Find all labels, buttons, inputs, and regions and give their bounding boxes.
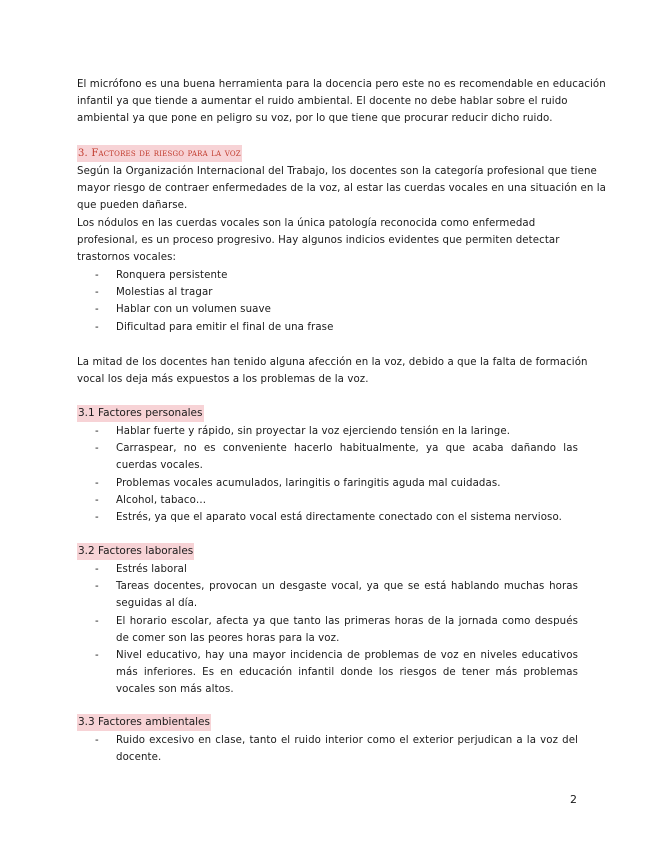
text-line: vocal los deja más expuestos a los problemas de la voz.: [77, 374, 369, 386]
list-item: [95, 509, 578, 526]
section-paragraph: [77, 354, 588, 388]
text-line: ambiental ya que pone en peligro su voz, por lo que tiene que procurar reducir dicho ruido.: [77, 113, 553, 125]
list-item: [95, 284, 578, 301]
list-item-text: Molestias al tragar: [116, 287, 213, 299]
text-line: mayor riesgo de contraer enfermedades de la voz, al estar las cuerdas vocales en una situación en la: [77, 183, 607, 195]
list-item: [95, 647, 578, 699]
list-item-text: Ruido excesivo en clase, tanto el ruido interior como el exterior perjudican a la voz del docente.: [116, 735, 578, 764]
list-item-text: Carraspear, no es conveniente hacerlo habitualmente, ya que acaba dañando las cuerdas vocales.: [116, 443, 578, 472]
intro-paragraph: [77, 76, 606, 128]
environmental-factors-list: [95, 732, 578, 766]
list-item: [95, 561, 578, 578]
list-marker: -: [95, 443, 99, 455]
list-item-text: Ronquera persistente: [116, 270, 228, 281]
list-marker: -: [95, 735, 99, 746]
labor-factors-list: [95, 561, 578, 699]
list-item-text: Estrés laboral: [116, 564, 187, 575]
list-marker: -: [95, 321, 99, 333]
list-item-text: Alcohol, tabaco…: [116, 494, 207, 506]
list-item: [95, 578, 578, 612]
text-line: El micrófono es una buena herramienta para la docencia pero este no es recomendable en educación: [77, 79, 606, 90]
list-item: [95, 732, 578, 766]
text-line: infantil ya que tiende a aumentar el ruido ambiental. El docente no debe hablar sobre el ruido: [77, 96, 568, 108]
list-item: [95, 423, 578, 440]
list-item: [95, 492, 578, 509]
list-marker: -: [95, 270, 99, 281]
list-item: [95, 267, 578, 284]
text-line: profesional, es un proceso progresivo. Hay algunos indicios evidentes que permiten detectar: [77, 234, 560, 246]
list-item: [95, 301, 578, 318]
text-line: Los nódulos en las cuerdas vocales son la única patología reconocida como enfermedad: [77, 217, 536, 229]
indicators-list: [95, 267, 578, 336]
list-marker: -: [95, 494, 99, 506]
list-marker: -: [95, 512, 99, 524]
subsection-heading: 3.1 Factores personales: [77, 405, 204, 422]
list-marker: -: [95, 426, 99, 437]
text-line: que pueden dañarse.: [77, 200, 188, 212]
section-paragraph: [77, 163, 607, 266]
text-line: La mitad de los docentes han tenido alguna afección en la voz, debido a que la falta de formación: [77, 357, 588, 368]
list-item-text: Hablar fuerte y rápido, sin proyectar la voz ejerciendo tensión en la laringe.: [116, 426, 511, 437]
list-marker: -: [95, 615, 99, 627]
text-line: trastornos vocales:: [77, 252, 177, 264]
subsection-heading: 3.2 Factores laborales: [77, 543, 194, 560]
list-marker: -: [95, 287, 99, 299]
list-item-text: Hablar con un volumen suave: [116, 304, 271, 316]
personal-factors-list: [95, 423, 578, 526]
section-heading: 3. Factores de riesgo para la voz: [77, 145, 242, 162]
page-number: 2: [570, 793, 577, 806]
list-item-text: Tareas docentes, provocan un desgaste vocal, ya que se está hablando muchas horas seguidas al día.: [116, 581, 578, 610]
list-item-text: Problemas vocales acumulados, laringitis o faringitis aguda mal cuidadas.: [116, 477, 501, 489]
list-item-text: Estrés, ya que el aparato vocal está directamente conectado con el sistema nervioso.: [116, 512, 562, 524]
list-item-text: Dificultad para emitir el final de una frase: [116, 321, 334, 333]
list-item: [95, 319, 578, 336]
list-item-text: Nivel educativo, hay una mayor incidencia de problemas de voz en niveles educativos más inferiores. Es en educación infantil donde los riesgos de tener más problemas vocales son más altos.: [116, 650, 578, 696]
list-marker: -: [95, 581, 99, 593]
list-item: [95, 440, 578, 474]
list-marker: -: [95, 650, 99, 662]
list-marker: -: [95, 564, 99, 575]
list-marker: -: [95, 304, 99, 316]
subsection-heading: 3.3 Factores ambientales: [77, 714, 211, 731]
list-item: [95, 613, 578, 647]
text-line: Según la Organización Internacional del Trabajo, los docentes son la categoría profesional que tiene: [77, 166, 597, 177]
list-marker: -: [95, 477, 99, 489]
list-item-text: El horario escolar, afecta ya que tanto las primeras horas de la jornada como después de comer son las peores horas para la voz.: [116, 615, 578, 644]
list-item: [95, 475, 578, 492]
